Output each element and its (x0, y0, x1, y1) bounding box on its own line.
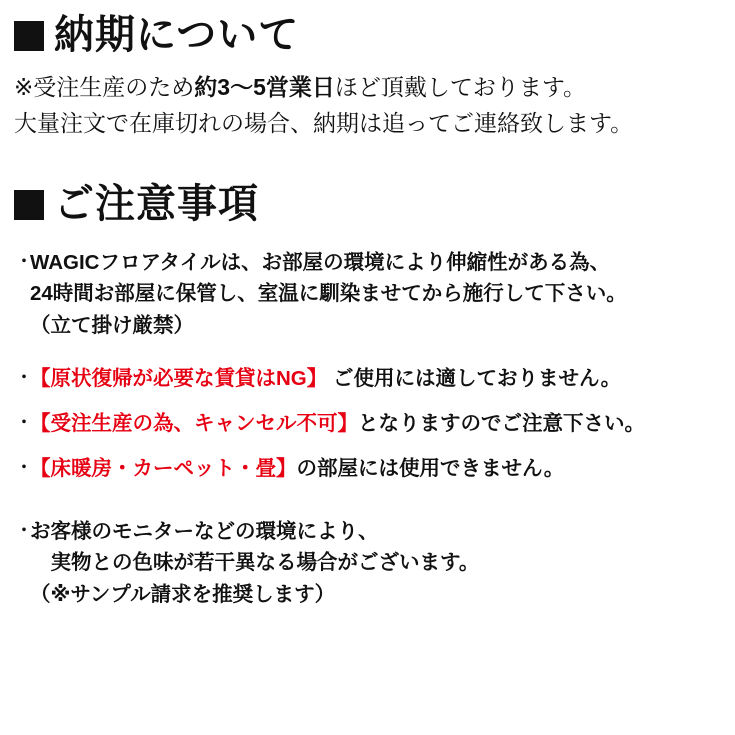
list-item-line: 実物との色味が若干異なる場合がございます。 (30, 551, 480, 575)
list-item-line: （※サンプル請求を推奨します） (30, 582, 336, 606)
list-item-line (30, 367, 621, 390)
bullet-dot-icon: ・ (14, 366, 34, 389)
list-item-body (30, 247, 721, 340)
delivery-paragraph-line-1 (14, 70, 721, 106)
list-item-line: WAGICフロアタイルは、お部屋の環境により伸縮性がある為、 (30, 251, 611, 275)
list-item (14, 363, 721, 394)
delivery-text-1b: 約3〜5営業日 (194, 74, 335, 100)
list-item-line: （立て掛け厳禁） (30, 313, 194, 337)
bullet-dot-icon: ・ (14, 520, 34, 543)
bullet-dot-icon: ・ (14, 411, 34, 434)
square-bullet-icon (14, 190, 44, 220)
bullet-dot-icon: ・ (14, 251, 34, 274)
list-item-line (30, 412, 645, 435)
bullet-dot-icon: ・ (14, 457, 34, 480)
list-item (14, 516, 721, 609)
cautions-list (14, 247, 721, 609)
section-heading-delivery (14, 14, 721, 56)
delivery-text-1a: ※受注生産のため (14, 74, 195, 100)
delivery-text-1c: ほど頂戴しております。 (334, 74, 587, 100)
list-item (14, 247, 721, 340)
list-item (14, 408, 721, 439)
list-item-text: の部屋には使用できません。 (296, 457, 565, 481)
square-bullet-icon (14, 21, 44, 51)
section-delivery (14, 14, 721, 141)
list-item-body (30, 408, 721, 439)
list-item-line (30, 457, 564, 480)
list-item-line: お客様のモニターなどの環境により、 (30, 520, 379, 544)
section-heading-text: ご注意事項 (54, 182, 259, 227)
section-heading-text: 納期について (54, 13, 300, 57)
delivery-paragraph-line-2 (14, 106, 721, 142)
list-item-text: となりますのでご注意下さい。 (358, 411, 645, 435)
list-item-body (30, 363, 721, 394)
delivery-text-2a: 大量注文で在庫切れの場合、納期は追ってご連絡致します。 (14, 109, 634, 136)
list-item-body (30, 453, 721, 484)
list-item-body (30, 516, 721, 609)
list-item-emphasis: 【原状復帰が必要な賃貸はNG】 (30, 366, 328, 390)
list-item-emphasis: 【受注生産の為、キャンセル不可】 (30, 411, 358, 435)
list-item-emphasis: 【床暖房・カーペット・畳】 (30, 457, 297, 481)
section-cautions (14, 183, 721, 609)
list-item-line: 24時間お部屋に保管し、室温に馴染ませてから施行して下さい。 (30, 282, 627, 306)
list-item-text: ご使用には適しておりません。 (327, 366, 622, 390)
delivery-paragraph (14, 70, 721, 141)
section-heading-cautions (14, 183, 721, 225)
list-item (14, 453, 721, 484)
